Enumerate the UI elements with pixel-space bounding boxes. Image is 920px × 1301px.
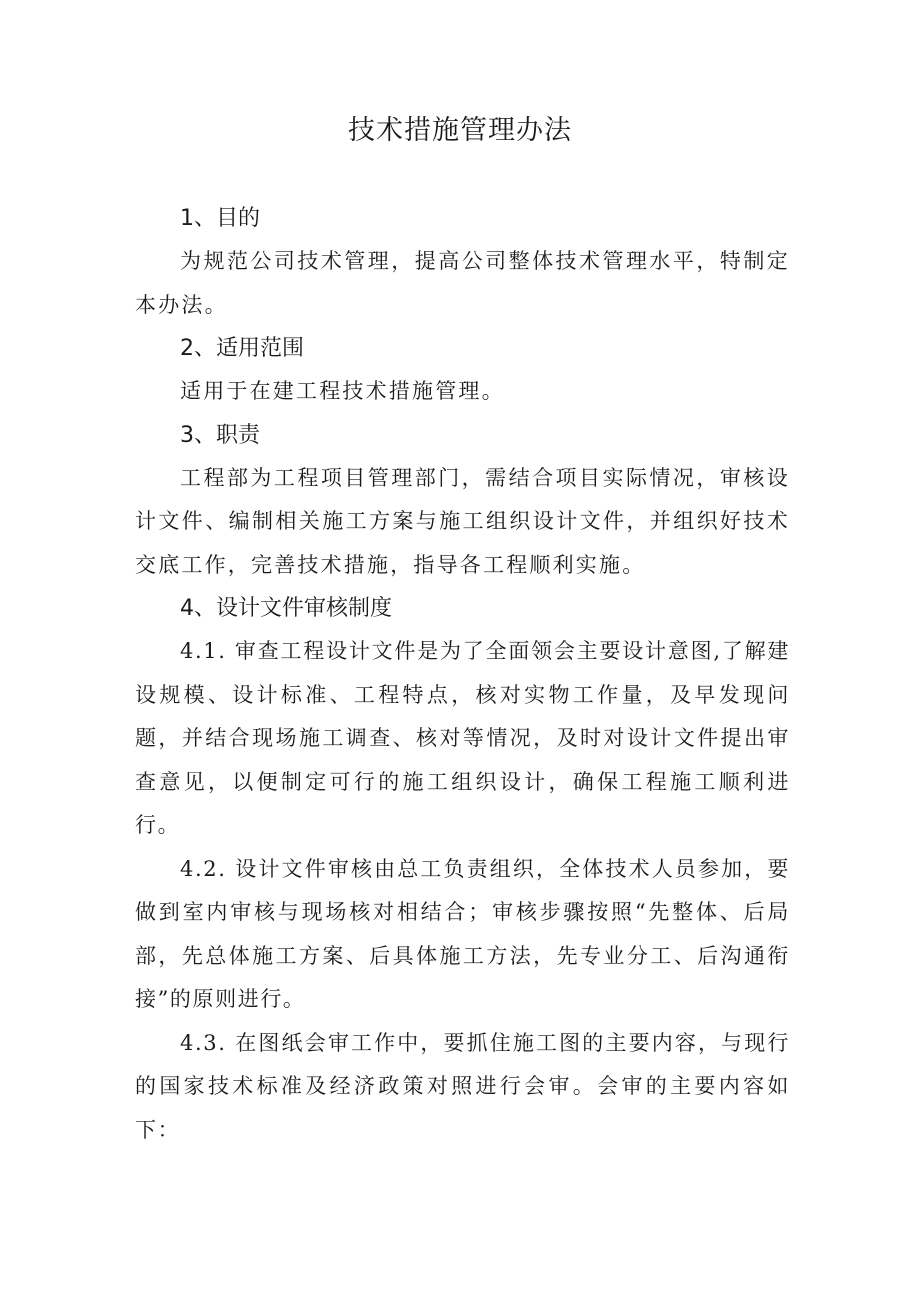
paragraph-responsibilities: 工程部为工程项目管理部门，需结合项目实际情况，审核设计文件、编制相关施工方案与施工组织设计文件，并组织好技术交底工作，完善技术措施，指导各工程顺利实施。	[135, 465, 790, 577]
section-heading-scope: 2、适用范围	[180, 336, 304, 361]
section-heading-responsibilities: 3、职责	[180, 422, 260, 448]
paragraph-4-2: 4.2. 设计文件审核由总工负责组织，全体技术人员参加，要做到室内审核与现场核对相结合；审核步骤按照“先整体、后局部，先总体施工方案、后具体施工方法，先专业分工、后沟通衔接”的原则进行。	[135, 856, 790, 1011]
paragraph-4-1: 4.1. 审查工程设计文件是为了全面领会主要设计意图,了解建设规模、设计标准、工程特点，核对实物工作量，及早发现问题，并结合现场施工调查、核对等情况，及时对设计文件提出审查意见，以便制定可行的施工组织设计，确保工程施工顺利进行。	[135, 639, 790, 837]
paragraph-scope: 适用于在建工程技术措施管理。	[180, 379, 505, 403]
paragraph-purpose: 为规范公司技术管理，提高公司整体技术管理水平，特制定本办法。	[135, 249, 790, 317]
section-heading-purpose: 1、目的	[180, 206, 260, 231]
section-heading-design-review: 4、设计文件审核制度	[180, 596, 392, 621]
document-title: 技术措施管理办法	[348, 115, 572, 146]
paragraph-4-3: 4.3. 在图纸会审工作中，要抓住施工图的主要内容，与现行的国家技术标准及经济政策对照进行会审。会审的主要内容如下：	[135, 1030, 790, 1142]
document-body	[135, 197, 790, 1152]
